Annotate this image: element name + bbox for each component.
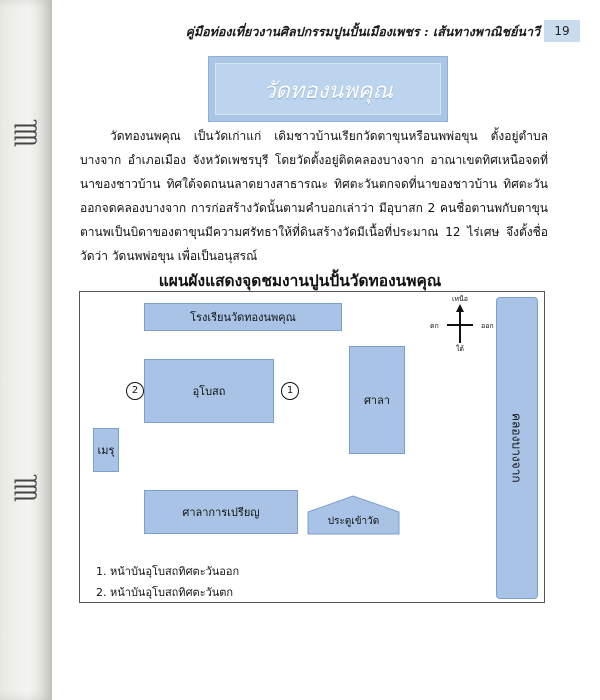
compass-north: เหนือ bbox=[452, 295, 468, 303]
building-meru-label: เมรุ bbox=[97, 444, 115, 457]
page-number: 19 bbox=[544, 20, 580, 42]
compass-cross-icon bbox=[438, 303, 482, 345]
compass-east: ออก bbox=[481, 322, 494, 330]
building-ubosot bbox=[144, 359, 274, 423]
body-paragraph: วัดทองนพคุณ เป็นวัดเก่าแก่ เดิมชาวบ้านเรียกวัดตาขุนหรือนพพ่อขุน ตั้งอยู่ตำบลบางจาก อำเภอเมือง จังหวัดเพชรบุรี โดยวัดตั้งอยู่ติดคลองบางจาก อาณาเขตทิศเหนือจดที่นาของชาวบ้าน ทิศใต้จดถนนลาดยางสาธารณะ ทิศตะวันตกจดที่นาของชาวบ้าน ทิศตะวันออกจดคลองบางจาก การก่อสร้างวัดนั้นตามคำบอกเล่าว่า มีอุบาสก 2 คนชื่อตานพกับตาขุน ตานพเป็นบิดาของตาขุนมีความศรัทธาให้ที่ดินสร้างวัดมีเนื้อที่ประมาณ 12 ไร่เศษ จึงตั้งชื่อวัดว่า วัดนพพ่อขุน เพื่อเป็นอนุสรณ์ bbox=[80, 129, 548, 263]
marker-west: 2 bbox=[126, 382, 144, 400]
canal-label: คลองบางจาก bbox=[509, 413, 524, 483]
gate-label: ประตูเข้าวัด bbox=[327, 516, 380, 527]
running-header: คู่มือท่องเที่ยวงานศิลปกรรมปูนปั้นเมืองเพชร : เส้นทางพาณิชย์นาวี bbox=[185, 24, 540, 39]
building-meru bbox=[93, 428, 119, 472]
spine-ornament-bottom: ɭɭɭɭ bbox=[13, 478, 38, 502]
legend-item-2: 2. หน้าบันอุโบสถทิศตะวันตก bbox=[96, 586, 234, 599]
building-sala-parian-label: ศาลาการเปรียญ bbox=[182, 506, 260, 519]
title-banner bbox=[208, 56, 448, 122]
marker-east: 1 bbox=[281, 382, 299, 400]
spine-ornament-top: ɭɭɭɭ bbox=[13, 123, 38, 147]
building-sala-parian bbox=[144, 490, 298, 534]
canal bbox=[496, 297, 538, 599]
building-school bbox=[144, 303, 342, 331]
compass bbox=[430, 293, 494, 355]
plan-title: แผนผังแสดงจุดชมงานปูนปั้นวัดทองนพคุณ bbox=[158, 272, 442, 290]
building-ubosot-label: อุโบสถ bbox=[192, 385, 226, 398]
title-banner-text: วัดทองนพคุณ bbox=[263, 79, 393, 104]
compass-west: ตก bbox=[430, 322, 439, 330]
book-spine bbox=[0, 0, 52, 700]
building-sala bbox=[349, 346, 405, 454]
building-sala-label: ศาลา bbox=[363, 394, 391, 407]
legend-item-1: 1. หน้าบันอุโบสถทิศตะวันออก bbox=[96, 565, 240, 578]
body-text bbox=[80, 124, 548, 268]
building-school-label: โรงเรียนวัดทองนพคุณ bbox=[190, 311, 296, 324]
site-plan bbox=[79, 291, 545, 603]
compass-south: ใต้ bbox=[456, 345, 464, 353]
